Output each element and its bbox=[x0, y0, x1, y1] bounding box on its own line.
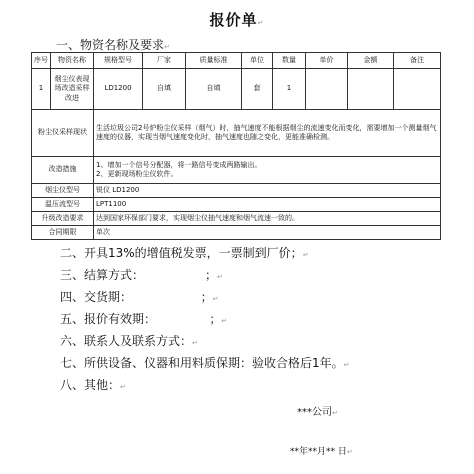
term-item: 八、其他：↵ bbox=[60, 378, 126, 392]
return-mark: ↵ bbox=[212, 295, 219, 303]
header-cell: 物资名称 bbox=[51, 53, 94, 69]
term-label: 合同期限 bbox=[32, 226, 94, 240]
header-cell: 金额 bbox=[348, 53, 394, 69]
item-model: LD1200 bbox=[94, 69, 143, 110]
return-mark: ↵ bbox=[302, 251, 309, 259]
document-title: 报价单↵ bbox=[209, 11, 265, 29]
term-item: 三、结算方式： ；↵ bbox=[60, 268, 223, 282]
item-unit: 套 bbox=[242, 69, 273, 110]
term-item: 二、开具13%的增值税发票，一票制到厂价；↵ bbox=[60, 246, 309, 260]
header-cell: 序号 bbox=[32, 53, 51, 69]
req-label: 升级改造要求 bbox=[32, 212, 94, 226]
term-value: 单次 bbox=[94, 226, 441, 240]
flow-value: LPT1100 bbox=[94, 198, 441, 212]
term-item: 七、所供设备、仪器和用料质保期：验收合格后1年。↵ bbox=[60, 356, 350, 370]
section-heading: 一、物资名称及要求↵ bbox=[56, 38, 170, 52]
return-mark: ↵ bbox=[346, 448, 353, 456]
item-name: 烟尘仪表现场改造采样改进 bbox=[51, 69, 94, 110]
header-row bbox=[32, 53, 441, 69]
term-item: 六、联系人及联系方式：↵ bbox=[60, 334, 198, 348]
date-line: **年**月** 日↵ bbox=[290, 447, 353, 457]
table-row bbox=[32, 184, 441, 198]
item-remark bbox=[394, 69, 441, 110]
header-cell: 质量标准 bbox=[186, 53, 242, 69]
dust-value: 锐仪 LD1200 bbox=[94, 184, 441, 198]
return-mark: ↵ bbox=[332, 409, 338, 417]
terms-list bbox=[60, 244, 350, 398]
header-cell: 厂家 bbox=[143, 53, 186, 69]
desc-text: 生活垃圾公司2号炉粉尘仪采样（烟气）时，抽气速度不能根据烟尘的流速变化而变化，需要增加一个测量烟气速度的仪器，实现当烟气速度变化时，抽气速度也随之变化，更能准确检测。 bbox=[94, 110, 441, 157]
item-no: 1 bbox=[32, 69, 51, 110]
item-standard: 自填 bbox=[186, 69, 242, 110]
table-row bbox=[32, 226, 441, 240]
return-mark: ↵ bbox=[221, 317, 228, 325]
measures-label: 改造措施 bbox=[32, 157, 94, 184]
quote-table bbox=[31, 52, 441, 240]
desc-label: 粉尘仪采样现状 bbox=[32, 110, 94, 157]
company-name: ***公司↵ bbox=[297, 407, 338, 418]
return-mark: ↵ bbox=[217, 273, 223, 281]
return-mark: ↵ bbox=[192, 339, 198, 347]
table-row bbox=[32, 157, 441, 184]
term-item: 四、交货期： ；↵ bbox=[60, 290, 219, 304]
table-row bbox=[32, 69, 441, 110]
req-value: 达到国家环保部门要求，实现烟尘仪抽气速度和烟气流速一致的。 bbox=[94, 212, 441, 226]
item-price bbox=[306, 69, 348, 110]
term-item: 五、报价有效期： ；↵ bbox=[60, 312, 228, 326]
header-cell: 数量 bbox=[273, 53, 306, 69]
item-maker: 自填 bbox=[143, 69, 186, 110]
item-amount bbox=[348, 69, 394, 110]
item-qty: 1 bbox=[273, 69, 306, 110]
table-row bbox=[32, 212, 441, 226]
return-mark: ↵ bbox=[343, 361, 350, 369]
return-mark: ↵ bbox=[120, 383, 126, 391]
table-row bbox=[32, 110, 441, 157]
table-row bbox=[32, 198, 441, 212]
header-cell: 单位 bbox=[242, 53, 273, 69]
measures-text: 1、增加一个信号分配器，将一路信号变成两路输出。 2、更新现场粉尘仪软件。 bbox=[94, 157, 441, 184]
header-cell: 单价 bbox=[306, 53, 348, 69]
header-cell: 备注 bbox=[394, 53, 441, 69]
return-mark: ↵ bbox=[257, 19, 265, 27]
dust-label: 烟尘仪型号 bbox=[32, 184, 94, 198]
header-cell: 规格型号 bbox=[94, 53, 143, 69]
return-mark: ↵ bbox=[164, 43, 170, 51]
flow-label: 温压流型号 bbox=[32, 198, 94, 212]
